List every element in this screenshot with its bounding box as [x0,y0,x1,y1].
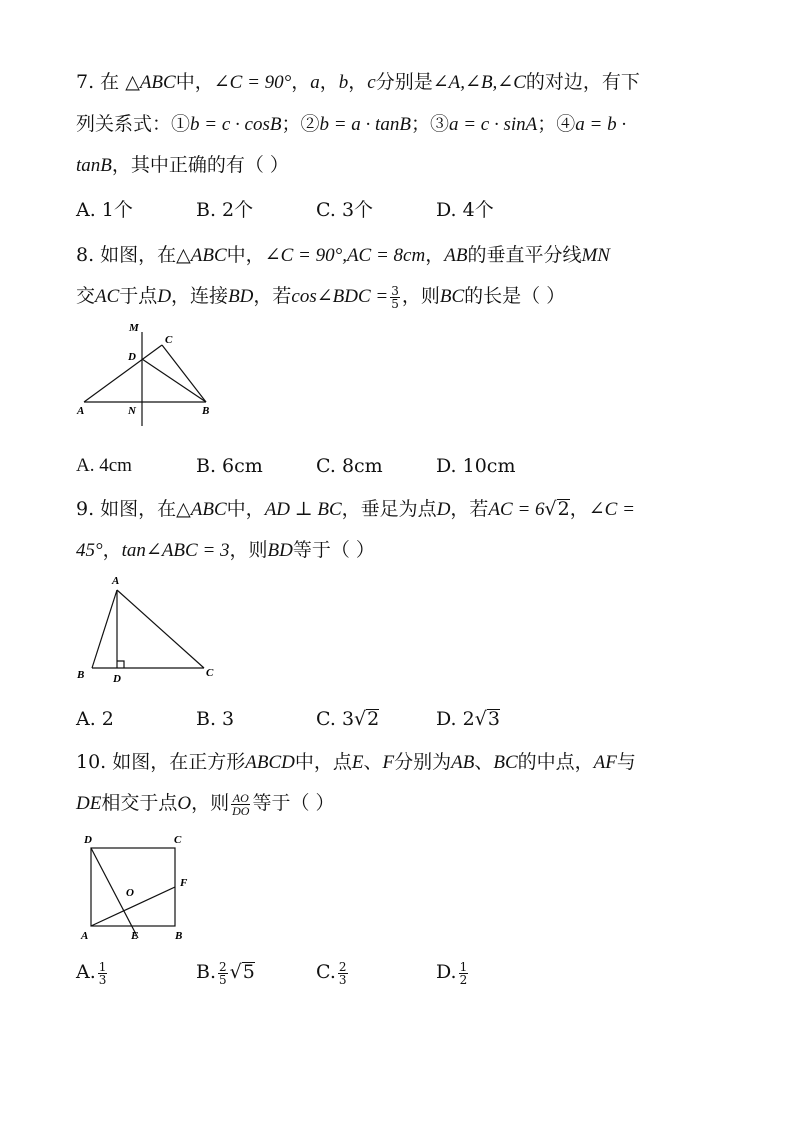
fraction-numerator: 2 [219,959,227,974]
q9-option-c-coef: C. 3 [316,708,355,730]
q7-line-2 [76,112,626,137]
q8-label-d: D [128,351,136,363]
option-letter: D. [436,961,457,983]
q10-text: 与 [616,751,636,773]
q8-option-d[interactable]: D. 10cm [436,455,516,477]
q10-text: 、 [474,751,494,773]
q10-label-c: C [174,834,182,846]
q10-math: DE [76,793,102,814]
q10-math: F [382,752,395,773]
q8-label-b: B [202,405,210,417]
q9-label-c: C [206,667,214,679]
q10-label-e: E [131,930,139,942]
q7-text: ， [319,71,339,93]
q8-option-a[interactable]: A. 4cm [76,455,132,476]
q9-math: tan∠ABC = 3 [121,540,230,561]
q7-option-c[interactable]: C. 3个 [316,199,374,221]
q10-option-b[interactable] [196,960,255,986]
q10-line-1 [76,750,636,775]
q10-text: 分别为 [394,751,452,773]
q7-math: a = b · [575,114,627,135]
q9-option-c-radicand: 2 [367,708,380,730]
q9-line-2 [76,538,375,563]
q8-text: ， [425,244,445,266]
q7-text: 列关系式：① [76,113,191,135]
q7-text: 7. 在 [76,71,120,93]
q9-text: ，垂足为点 [341,498,437,520]
q8-math: MN [581,245,610,266]
q10-text: 、 [363,751,383,773]
q7-math: a [310,72,320,93]
q8-line-2 [76,284,565,310]
q9-option-d[interactable] [436,707,500,731]
q7-math: b = a · tanB [319,114,411,135]
q8-text: ，若 [253,285,292,307]
q10-option-b-fraction [218,961,228,986]
option-letter: C. [316,961,336,983]
q10-math: AF [593,752,617,773]
q8-label-m: M [129,322,139,334]
q9-text: 等于（ ） [292,539,375,561]
q10-label-f: F [180,877,188,889]
q9-option-a[interactable]: A. 2 [76,708,114,730]
sqrt-symbol: √ [229,961,242,983]
q10-text: 相交于点 [101,792,178,814]
q9-text: ，若 [450,498,489,520]
q7-math: ∠C = 90° [213,72,292,93]
q10-math: ABCD [245,752,295,773]
fraction-denominator: 5 [219,972,227,987]
q10-figure [76,828,206,946]
q8-math: AC [95,286,120,307]
q10-text: 的中点， [517,751,594,773]
q8-text: ，则 [401,285,440,307]
q10-option-c-fraction [338,961,348,986]
q10-math: BC [493,752,518,773]
q7-option-a[interactable]: A. 1个 [76,199,133,221]
q8-text: 的长是（ ） [464,285,566,307]
q10-label-d: D [84,834,92,846]
sqrt-symbol: √ [474,708,487,730]
q10-label-b: B [175,930,183,942]
q7-math: b = c · cosB [190,114,282,135]
q9-text: ， [569,498,589,520]
q8-segment-bd [142,359,206,402]
q9-option-d-coef: D. 2 [436,708,475,730]
q10-option-a[interactable] [76,960,109,986]
q7-math: tanB [76,155,112,176]
q8-label-n: N [128,405,136,417]
q9-text: 中， [226,498,265,520]
q9-math: AD ⊥ BC [264,499,342,520]
fraction-numerator: 1 [459,959,468,974]
q8-figure [74,318,224,430]
q7-option-d[interactable]: D. 4个 [436,199,494,221]
q8-math: BC [439,286,465,307]
fraction-denominator: 2 [459,972,468,987]
q7-line-3 [76,153,289,178]
q10-option-d[interactable] [436,960,470,986]
fraction-denominator: 3 [338,972,347,987]
fraction-denominator: 5 [391,296,399,311]
q10-option-b-radicand: 5 [242,961,255,983]
q9-label-a: A [112,575,120,587]
q9-math: D [436,499,451,520]
option-letter: B. [196,961,217,983]
q8-text: ，连接 [171,285,229,307]
q8-option-b[interactable]: B. 6cm [196,455,263,477]
q10-fraction [231,792,250,817]
q10-math: AB [451,752,475,773]
q10-text: 等于（ ） [252,792,335,814]
q10-line-2 [76,791,334,817]
q7-math: c [367,72,376,93]
q7-text: ， [348,71,368,93]
q10-text: ，则 [191,792,230,814]
q8-math: D [157,286,172,307]
q7-math: b [338,72,349,93]
q8-text: 的垂直平分线 [467,244,582,266]
q7-math: a = c · sinA [448,114,538,135]
fraction-numerator: AO [232,790,249,805]
q9-math: 45° [76,540,103,561]
q10-math: E [351,752,364,773]
q7-text: ；④ [537,113,576,135]
q7-option-b[interactable]: B. 2个 [196,199,254,221]
q8-math: AB [444,245,468,266]
fraction-numerator: 2 [338,959,347,974]
q9-side-ab [92,590,117,668]
q8-math: BD [228,286,254,307]
q10-label-a: A [81,930,89,942]
q8-math: △ABC [176,245,227,266]
q8-option-c[interactable]: C. 8cm [316,455,383,477]
q10-text: 10. 如图，在正方形 [76,751,246,773]
q9-label-d: D [113,673,121,685]
q9-math: AC = 6 [488,499,545,520]
q7-text: ， [291,71,311,93]
q8-side-ac [84,345,162,402]
fraction-numerator: 1 [98,959,107,974]
q8-fraction [390,285,400,310]
q7-math: △ABC [125,72,176,93]
q7-math: ∠A,∠B,∠C [432,72,526,93]
q10-math: O [177,793,192,814]
q10-option-d-fraction [459,961,469,986]
q9-text: 9. 如图，在 [76,498,177,520]
q7-text: ；② [281,113,320,135]
sqrt-symbol: √ [354,708,367,730]
q9-side-ac [117,590,204,668]
q7-text: 的对边，有下 [525,71,640,93]
q9-figure [72,572,222,686]
q8-label-c: C [165,334,173,346]
q9-math: △ABC [176,499,227,520]
q8-text: 中， [226,244,265,266]
q9-math: ∠C = [588,499,635,520]
q9-option-d-radicand: 3 [487,708,500,730]
q9-text: ，则 [229,539,268,561]
q7-line-1 [76,70,640,95]
q8-math: cos∠BDC = [291,286,389,307]
q8-line-1 [76,243,610,268]
q8-text: 8. 如图，在 [76,244,177,266]
q8-text: 于点 [119,285,158,307]
fraction-denominator: 3 [98,972,107,987]
q10-text: 中，点 [294,751,352,773]
q9-label-b: B [77,669,85,681]
q9-text: ， [102,539,122,561]
q10-option-a-fraction [98,961,108,986]
q8-text: 交 [76,285,96,307]
q10-option-c[interactable] [316,960,350,986]
q9-math: BD [267,540,293,561]
sqrt-symbol: √ [544,498,557,520]
q9-radicand: 2 [557,498,570,520]
option-letter: A. [76,961,96,983]
q9-option-b[interactable]: B. 3 [196,708,235,730]
q9-right-angle-mark [117,661,124,668]
fraction-denominator: DO [232,803,250,818]
q7-text: 中， [175,71,214,93]
q10-label-o: O [126,887,134,899]
q8-side-cb [162,345,206,402]
q8-label-a: A [77,405,85,417]
q9-option-c[interactable] [316,707,379,731]
fraction-numerator: 3 [391,283,399,298]
q8-math: ∠C = 90°,AC = 8cm [264,245,426,266]
q7-text: 分别是 [375,71,433,93]
q9-line-1 [76,497,635,522]
q7-text: ，其中正确的有（ ） [111,154,289,176]
q7-text: ；③ [410,113,449,135]
